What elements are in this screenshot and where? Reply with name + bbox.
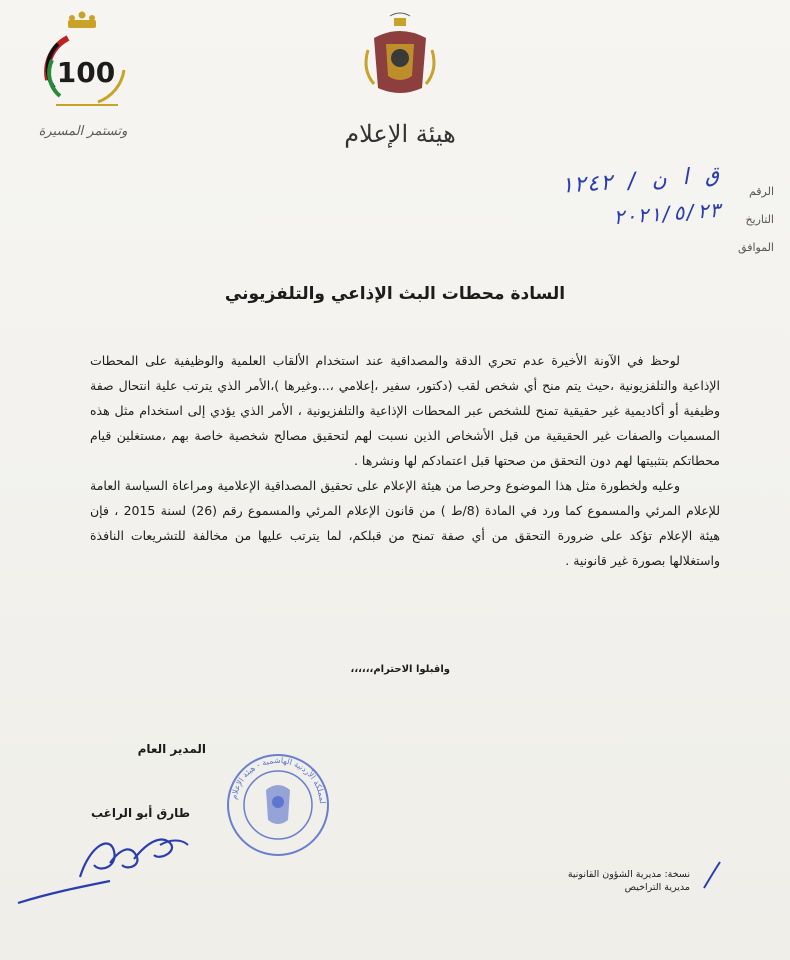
- signatory-title: المدير العام: [137, 742, 206, 756]
- centennial-logo: [28, 10, 138, 140]
- reference-number-value: ق ا ن / ١٢٤٢: [559, 162, 720, 199]
- commission-name: هيئة الإعلام: [344, 120, 456, 148]
- coat-of-arms-icon: [360, 10, 440, 100]
- body-paragraph-2: وعليه ولخطورة مثل هذا الموضوع وحرصا من هيئة الإعلام على تحقيق المصداقية الإعلامية ومراعاة السياسة العامة للإعلام المرئي والمسموع كما ورد في المادة (8/ط ) من قانون الإعلام المرئي والمسموع رقم (26) لسنة 2015 ، فإن هيئة الإعلام تؤكد على ضرورة التحقق من أي صفة تمنح من قبلكم، لما يترتب عليها من مخالفة للتشريعات النافذة واستغلالها بصورة غير قانونية .: [90, 478, 721, 568]
- stamp-ring-text: لمملكة الأردنية الهاشمية - هيئة الإعلام: [229, 755, 327, 805]
- centennial-emblem-icon: [28, 10, 138, 122]
- reference-date-value: ٢٠٢١/٥/٢٣: [612, 197, 722, 230]
- reference-number-label: الرقم: [748, 185, 774, 198]
- letter-heading: السادة محطات البث الإذاعي والتلفزيوني: [224, 284, 566, 304]
- copies-list: [560, 868, 690, 894]
- handwritten-mark-icon: [700, 860, 724, 890]
- copy-recipient-2: مديرية التراخيص: [624, 882, 690, 893]
- reference-values: [538, 159, 722, 239]
- closing-line: واقبلوا الاحترام،،،،،،: [350, 664, 450, 675]
- centennial-number: 100: [56, 56, 116, 89]
- official-stamp: [218, 750, 338, 860]
- reference-date-label: التاريخ: [745, 213, 774, 226]
- signatory-name: طارق أبو الراغب: [90, 806, 190, 820]
- body-paragraph-1: لوحظ في الآونة الأخيرة عدم تحري الدقة والمصداقية عند استخدام الألقاب العلمية والوظيفية على المحطات الإذاعية والتلفزيونية ،حيث يتم منح أي شخص لقب (دكتور، سفير ،إعلامي ،...وغيرها )،الأمر الذي يترتب علية انتحال صفة وظيفية أو أكاديمية غير حقيقية تمنح للشخص عبر المحطات الإذاعية والتلفزيونية ، الأمر الذي يؤدي إلى استخدام مثل هذه المسميات والصفات غير الحقيقية من قبل الأشخاص الذين نسبت لهم لتحقيق مصالح شخصية خاصة بهم ،مستغلين قيام محطاتكم بتثبيتها لهم دون التحقق من صحتها قبل اعتمادكم لها ونشرها .: [90, 353, 720, 468]
- coat-of-arms: [360, 10, 440, 100]
- centennial-slogan: وتستمر المسيرة: [38, 124, 128, 139]
- copy-recipient-1: نسخة: مديرية الشؤون القانونية: [567, 869, 690, 880]
- reference-hijri-label: الموافق: [738, 241, 774, 254]
- letter-body: [90, 348, 720, 573]
- handwritten-signature: [10, 815, 200, 910]
